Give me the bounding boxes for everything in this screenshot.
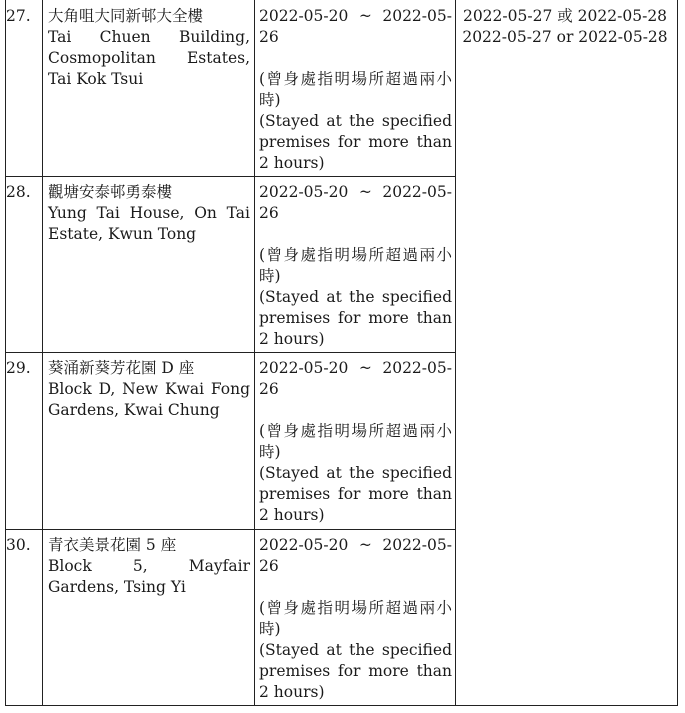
location-cell — [48, 358, 250, 421]
note-english: (Stayed at the specified premises for more than 2 hours) — [259, 288, 452, 348]
row-number: 30. — [6, 536, 31, 554]
row-number: 29. — [6, 359, 31, 377]
period-dates: 2022-05-20 ~ 2022-05-26 — [259, 183, 452, 222]
period-cell — [259, 6, 452, 174]
location-english: Block D, New Kwai Fong Gardens, Kwai Chung — [48, 380, 250, 419]
table-border-right — [677, 0, 678, 705]
period-cell — [259, 358, 452, 526]
test-dates-cell — [462, 6, 668, 48]
table-border-bottom — [5, 705, 678, 706]
row-divider-28-29 — [5, 352, 456, 353]
location-english: Block 5, Mayfair Gardens, Tsing Yi — [48, 557, 250, 596]
note-chinese: (曾身處指明場所超過兩小時) — [259, 422, 452, 461]
location-chinese: 大角咀大同新邨大全樓 — [48, 7, 204, 25]
period-cell — [259, 182, 452, 350]
location-chinese: 葵涌新葵芳花園 D 座 — [48, 359, 195, 377]
note-chinese: (曾身處指明場所超過兩小時) — [259, 599, 452, 638]
note-chinese: (曾身處指明場所超過兩小時) — [259, 246, 452, 285]
row-number: 28. — [6, 183, 31, 201]
location-english: Tai Chuen Building, Cosmopolitan Estates, Tai Kok Tsui — [48, 28, 250, 88]
note-english: (Stayed at the specified premises for more than 2 hours) — [259, 641, 452, 701]
period-cell — [259, 535, 452, 703]
test-dates-english: 2022-05-27 or 2022-05-28 — [462, 28, 668, 46]
note-english: (Stayed at the specified premises for more than 2 hours) — [259, 112, 452, 172]
location-cell — [48, 182, 250, 245]
row-divider-27-28 — [5, 176, 456, 177]
note-english: (Stayed at the specified premises for more than 2 hours) — [259, 464, 452, 524]
test-dates-chinese: 2022-05-27 或 2022-05-28 — [462, 7, 668, 25]
location-chinese: 青衣美景花園 5 座 — [48, 536, 177, 554]
location-chinese: 觀塘安泰邨勇泰樓 — [48, 183, 173, 201]
row-divider-29-30 — [5, 529, 456, 530]
period-dates: 2022-05-20 ~ 2022-05-26 — [259, 7, 452, 46]
row-number: 27. — [6, 7, 31, 25]
note-chinese: (曾身處指明場所超過兩小時) — [259, 70, 452, 109]
period-dates: 2022-05-20 ~ 2022-05-26 — [259, 359, 452, 398]
period-dates: 2022-05-20 ~ 2022-05-26 — [259, 536, 452, 575]
location-cell — [48, 535, 250, 598]
location-cell — [48, 6, 250, 90]
location-english: Yung Tai House, On Tai Estate, Kwun Tong — [48, 204, 250, 243]
